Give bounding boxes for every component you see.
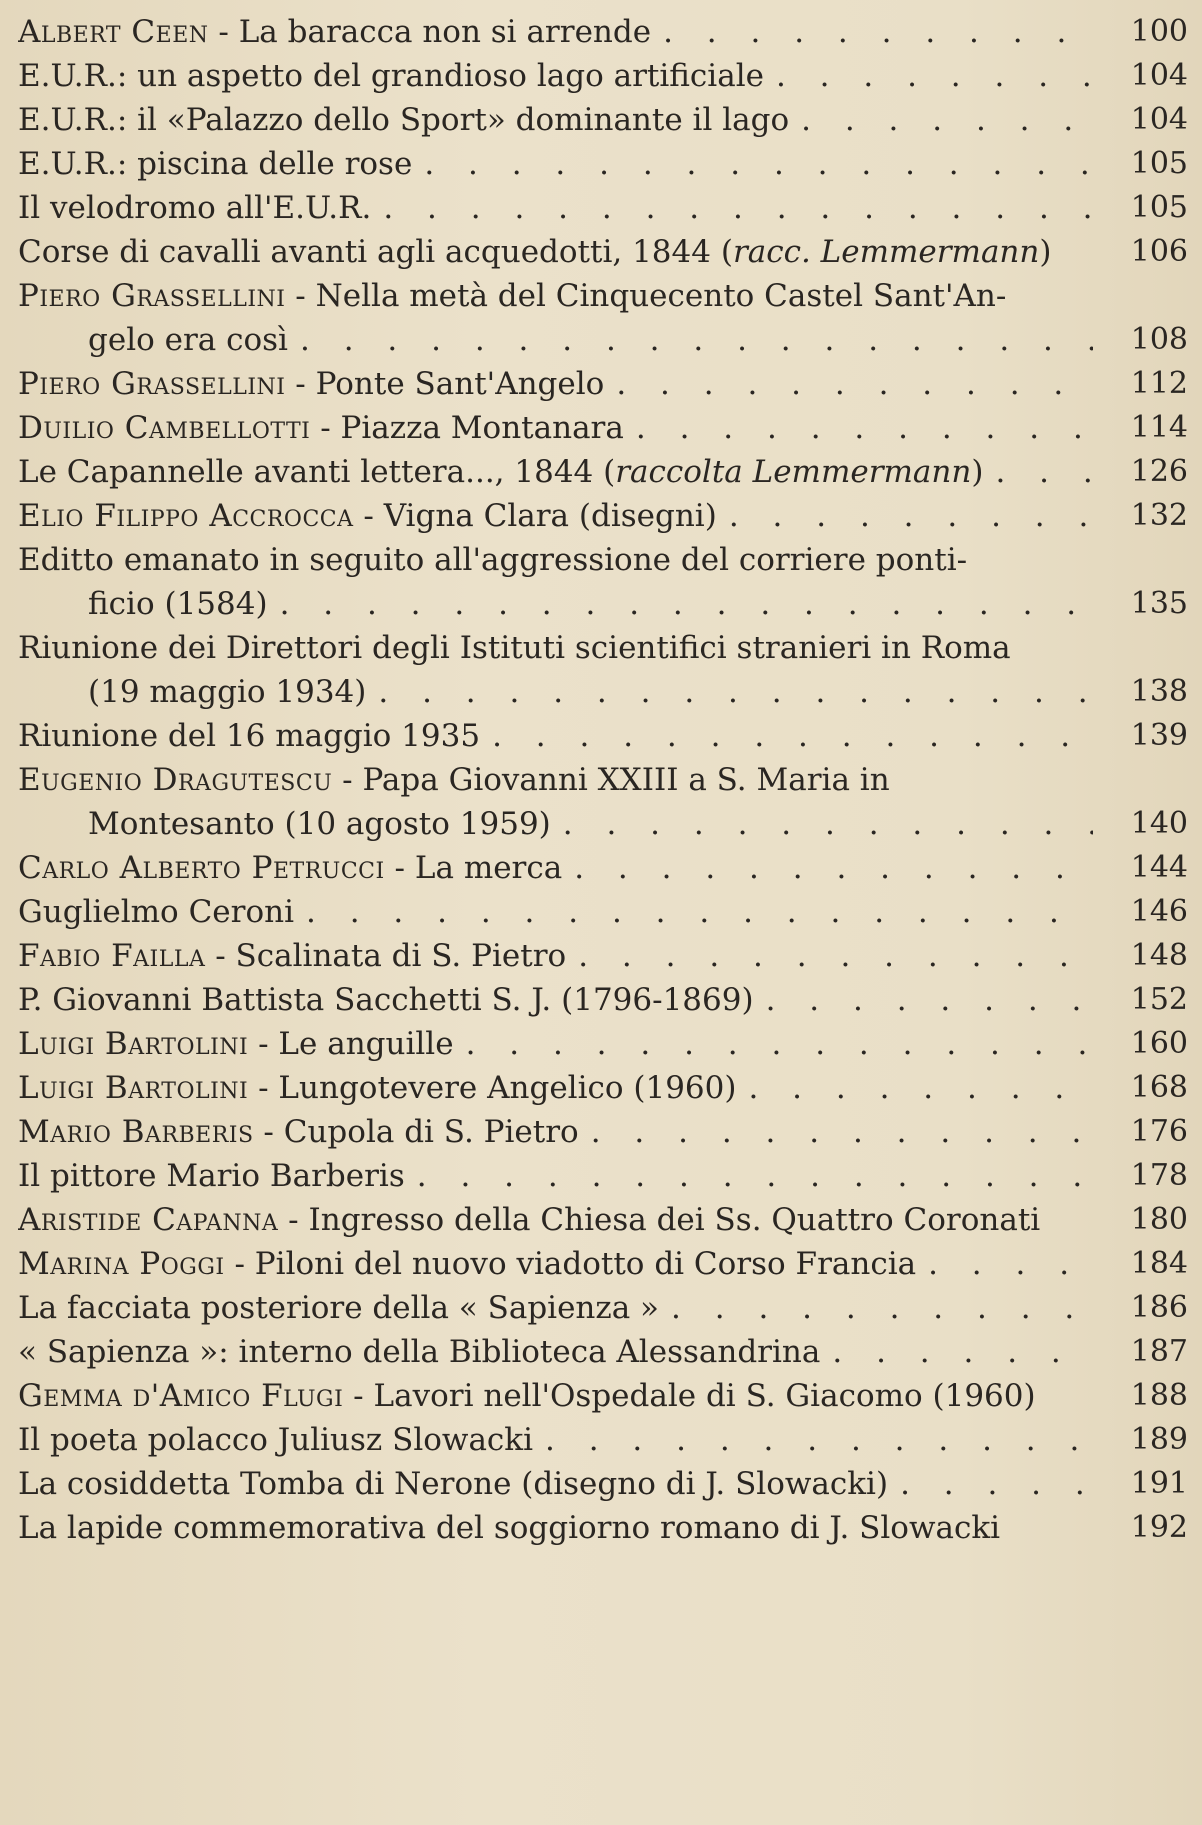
toc-entry-line <box>18 142 1093 186</box>
toc-entry <box>18 758 1188 846</box>
toc-entry-page-number: 100 <box>1130 14 1188 49</box>
toc-entry-title: Piazza Montanara <box>340 410 624 446</box>
toc-entry-text <box>18 1286 659 1330</box>
toc-entry-page-number: 112 <box>1130 366 1188 401</box>
leader-dots <box>371 186 1093 230</box>
toc-entry-title: Nella metà del Cinquecento Castel Sant'An- <box>315 278 1007 314</box>
toc-entry <box>18 1374 1188 1418</box>
toc-entry-text <box>18 934 566 978</box>
toc-entry-separator: - <box>332 762 363 798</box>
toc-entry-page-number: 168 <box>1130 1070 1188 1105</box>
toc-entry-line <box>18 1506 1093 1550</box>
toc-entry-author: Piero Grassellini <box>18 366 286 402</box>
toc-entry-page-number: 192 <box>1130 1510 1188 1545</box>
toc-entry <box>18 1066 1188 1110</box>
leader-dots <box>405 1154 1093 1198</box>
toc-entry-title: Papa Giovanni XXIII a S. Maria in <box>362 762 890 798</box>
toc-entry-line <box>18 890 1093 934</box>
toc-entry-text <box>18 406 624 450</box>
toc-entry-continuation <box>18 318 1093 362</box>
toc-entry-line <box>18 54 1093 98</box>
toc-entry-page-number: 144 <box>1130 850 1188 885</box>
toc-entry-text <box>18 362 604 406</box>
toc-entry <box>18 934 1188 978</box>
toc-entry-page-number: 191 <box>1130 1466 1188 1501</box>
toc-entry-title: E.U.R.: piscina delle rose <box>18 146 413 182</box>
toc-entry <box>18 1286 1188 1330</box>
toc-entry-title-continued: gelo era così <box>88 322 288 358</box>
toc-entry-line <box>18 538 1093 582</box>
toc-entry-text <box>18 626 1011 670</box>
toc-entry <box>18 406 1188 450</box>
toc-entry-page-number: 187 <box>1130 1334 1188 1369</box>
toc-entry-separator: - <box>208 14 239 50</box>
toc-entry-line <box>18 758 1093 802</box>
toc-entry-title: La merca <box>414 850 563 886</box>
toc-entry-page-number: 189 <box>1130 1422 1188 1457</box>
toc-entry-text <box>18 714 480 758</box>
toc-entry-page-number: 104 <box>1130 102 1188 137</box>
toc-entry-line <box>18 1418 1093 1462</box>
toc-entry-line <box>18 274 1093 318</box>
toc-entry-separator: - <box>343 1378 374 1414</box>
toc-entry-page-number: 108 <box>1130 322 1188 357</box>
leader-dots <box>288 318 1093 362</box>
leader-dots <box>562 846 1093 890</box>
toc-entry-title: Corse di cavalli avanti agli acquedotti, 1844 ( <box>18 234 733 270</box>
toc-entry-text <box>18 10 651 54</box>
toc-entry-title: Le Capannelle avanti lettera..., 1844 ( <box>18 454 616 490</box>
toc-entry <box>18 714 1188 758</box>
toc-entry-line <box>18 1066 1093 1110</box>
toc-entry <box>18 274 1188 362</box>
toc-entry-line <box>18 406 1093 450</box>
toc-entry-author: Fabio Failla <box>18 938 206 974</box>
toc-entry-page-number: 132 <box>1130 498 1188 533</box>
toc-entry-separator: - <box>278 1202 309 1238</box>
toc-entry-separator: - <box>248 1026 279 1062</box>
toc-entry-title: Scalinata di S. Pietro <box>235 938 567 974</box>
toc-entry-line <box>18 934 1093 978</box>
toc-entry-title: Lavori nell'Ospedale di S. Giacomo (1960) <box>373 1378 1036 1414</box>
toc-entry-title: La lapide commemorativa del soggiorno romano di J. Slowacki <box>18 1510 1001 1546</box>
toc-entry-text <box>18 890 294 934</box>
leader-dots <box>916 1242 1093 1286</box>
toc-entry-line <box>18 1374 1093 1418</box>
toc-entry-author: Piero Grassellini <box>18 278 286 314</box>
toc-entry-title: Il pittore Mario Barberis <box>18 1158 405 1194</box>
toc-entry-title-continued: Montesanto (10 agosto 1959) <box>88 806 551 842</box>
toc-entry-page-number: 114 <box>1130 410 1188 445</box>
leader-dots <box>412 142 1093 186</box>
toc-entry-separator: - <box>205 938 236 974</box>
toc-entry <box>18 10 1188 54</box>
toc-entry-page-number: 160 <box>1130 1026 1188 1061</box>
toc-entry-title: Il poeta polacco Juliusz Slowacki <box>18 1422 533 1458</box>
toc-entry-page-number: 178 <box>1130 1158 1188 1193</box>
leader-dots <box>551 802 1093 846</box>
toc-entry <box>18 1022 1188 1066</box>
toc-entry-text <box>18 1198 1040 1242</box>
leader-dots <box>454 1022 1093 1066</box>
toc-entry-text <box>18 1154 405 1198</box>
toc-entry-separator: - <box>224 1246 255 1282</box>
toc-entry-separator: - <box>248 1070 279 1106</box>
toc-entry-line <box>18 10 1093 54</box>
toc-entry-page-number: 152 <box>1130 982 1188 1017</box>
toc-entry-author: Marina Poggi <box>18 1246 225 1282</box>
toc-entry-author: Aristide Capanna <box>18 1202 279 1238</box>
toc-entry-text <box>18 1462 888 1506</box>
toc-entry <box>18 1154 1188 1198</box>
toc-entry-line <box>18 230 1093 274</box>
toc-entry-text <box>18 1110 579 1154</box>
toc-entry-line <box>18 1022 1093 1066</box>
toc-entry-title: Il velodromo all'E.U.R. <box>18 190 372 226</box>
toc-entry-page-number: 138 <box>1130 674 1188 709</box>
toc-entry-collection: raccolta Lemmermann <box>615 454 972 490</box>
toc-entry-separator: - <box>285 278 316 314</box>
toc-entry-title: Piloni del nuovo viadotto di Corso Francia <box>254 1246 917 1282</box>
toc-entry-separator: - <box>310 410 341 446</box>
toc-entry <box>18 846 1188 890</box>
toc-entry <box>18 1242 1188 1286</box>
toc-entry-line <box>18 494 1093 538</box>
toc-entry-text <box>18 230 1051 274</box>
toc-entry-page-number: 135 <box>1130 586 1188 621</box>
toc-entry-line <box>18 1154 1093 1198</box>
toc-entry-title: Ponte Sant'Angelo <box>315 366 605 402</box>
toc-entry-line <box>18 626 1093 670</box>
toc-entry-closing-paren: ) <box>971 454 984 490</box>
leader-dots <box>294 890 1093 934</box>
toc-entry <box>18 1110 1188 1154</box>
toc-entry-title: Editto emanato in seguito all'aggressione del corriere ponti- <box>18 542 968 578</box>
leader-dots <box>366 670 1093 714</box>
toc-entry-continuation <box>18 802 1093 846</box>
toc-entry-continuation <box>18 670 1093 714</box>
toc-entry-line <box>18 1462 1093 1506</box>
toc-entry-text <box>18 274 1006 318</box>
toc-entry-title: « Sapienza »: interno della Biblioteca Alessandrina <box>18 1334 821 1370</box>
toc-entry-text <box>18 1330 820 1374</box>
toc-entry-line <box>18 1330 1093 1374</box>
toc-entry-line <box>18 186 1093 230</box>
leader-dots <box>566 934 1093 978</box>
toc-entry-separator: - <box>285 366 316 402</box>
toc-entry-text <box>18 450 983 494</box>
toc-entry-collection: racc. Lemmermann <box>732 234 1040 270</box>
toc-entry-line <box>18 1242 1093 1286</box>
toc-entry <box>18 494 1188 538</box>
toc-entry-text <box>18 538 967 582</box>
leader-dots <box>764 54 1093 98</box>
toc-entry-author: Gemma d'Amico Flugi <box>18 1378 344 1414</box>
table-of-contents <box>18 10 1188 1550</box>
toc-entry-text <box>18 142 412 186</box>
toc-entry-author: Elio Filippo Accrocca <box>18 498 354 534</box>
toc-entry-page-number: 140 <box>1130 806 1188 841</box>
toc-entry-author: Duilio Cambellotti <box>18 410 311 446</box>
toc-entry-line <box>18 978 1093 1022</box>
toc-entry <box>18 1418 1188 1462</box>
toc-entry <box>18 1506 1188 1550</box>
leader-dots <box>480 714 1093 758</box>
toc-entry-title: Lungotevere Angelico (1960) <box>278 1070 737 1106</box>
toc-entry-author: Carlo Alberto Petrucci <box>18 850 385 886</box>
toc-entry-title: Cupola di S. Pietro <box>283 1114 579 1150</box>
toc-entry-line <box>18 1110 1093 1154</box>
toc-entry <box>18 1330 1188 1374</box>
toc-entry <box>18 890 1188 934</box>
toc-entry-page-number: 105 <box>1130 146 1188 181</box>
leader-dots <box>651 10 1093 54</box>
toc-entry-author: Albert Ceen <box>18 14 209 50</box>
toc-entry-text <box>18 846 562 890</box>
leader-dots <box>888 1462 1093 1506</box>
toc-entry-page-number: 188 <box>1130 1378 1188 1413</box>
toc-entry <box>18 362 1188 406</box>
toc-entry-text <box>18 1066 736 1110</box>
toc-entry-page-number: 148 <box>1130 938 1188 973</box>
toc-entry-title: Guglielmo Ceroni <box>18 894 295 930</box>
toc-entry-continuation <box>18 582 1093 626</box>
toc-entry-separator: - <box>353 498 384 534</box>
toc-entry-text <box>18 1022 454 1066</box>
toc-entry-title: La facciata posteriore della « Sapienza » <box>18 1290 660 1326</box>
toc-entry-title: Ingresso della Chiesa dei Ss. Quattro Coronati <box>308 1202 1041 1238</box>
toc-entry-author: Eugenio Dragutescu <box>18 762 333 798</box>
toc-entry-text <box>18 1418 533 1462</box>
toc-entry <box>18 450 1188 494</box>
leader-dots <box>754 978 1093 1022</box>
toc-entry-separator: - <box>253 1114 284 1150</box>
leader-dots <box>717 494 1093 538</box>
toc-entry-author: Mario Barberis <box>18 1114 254 1150</box>
toc-entry-text <box>18 98 789 142</box>
toc-entry <box>18 1462 1188 1506</box>
toc-entry <box>18 1198 1188 1242</box>
toc-entry-page-number: 104 <box>1130 58 1188 93</box>
leader-dots <box>659 1286 1093 1330</box>
toc-entry-page-number: 105 <box>1130 190 1188 225</box>
toc-entry-title: Vigna Clara (disegni) <box>383 498 717 534</box>
toc-entry-text <box>18 1374 1036 1418</box>
leader-dots <box>983 450 1093 494</box>
toc-entry-title: La baracca non si arrende <box>238 14 652 50</box>
toc-entry <box>18 98 1188 142</box>
toc-entry-line <box>18 98 1093 142</box>
toc-entry-line <box>18 450 1093 494</box>
toc-entry-title-continued: ficio (1584) <box>88 586 268 622</box>
toc-entry-text <box>18 1242 916 1286</box>
toc-entry <box>18 54 1188 98</box>
toc-entry-author: Luigi Bartolini <box>18 1026 249 1062</box>
toc-entry <box>18 142 1188 186</box>
toc-entry-page-number: 106 <box>1130 234 1188 269</box>
toc-entry-page-number: 139 <box>1130 718 1188 753</box>
toc-entry-title: Le anguille <box>278 1026 454 1062</box>
toc-entry-line <box>18 1286 1093 1330</box>
toc-entry-title: E.U.R.: un aspetto del grandioso lago artificiale <box>18 58 764 94</box>
toc-entry-title-continued: (19 maggio 1934) <box>88 674 367 710</box>
leader-dots <box>533 1418 1093 1462</box>
toc-entry-text <box>18 758 890 802</box>
leader-dots <box>789 98 1093 142</box>
toc-entry-line <box>18 362 1093 406</box>
leader-dots <box>579 1110 1093 1154</box>
leader-dots <box>820 1330 1093 1374</box>
toc-entry-author: Luigi Bartolini <box>18 1070 249 1106</box>
toc-entry-line <box>18 1198 1093 1242</box>
toc-entry-text <box>18 1506 1000 1550</box>
toc-entry-page-number: 180 <box>1130 1202 1188 1237</box>
toc-entry-line <box>18 714 1093 758</box>
toc-entry-text <box>18 978 754 1022</box>
toc-entry-title: Riunione dei Direttori degli Istituti scientifici stranieri in Roma <box>18 630 1011 666</box>
toc-entry-page-number: 126 <box>1130 454 1188 489</box>
toc-entry-title: Riunione del 16 maggio 1935 <box>18 718 481 754</box>
toc-entry <box>18 186 1188 230</box>
leader-dots <box>624 406 1093 450</box>
toc-entry-page-number: 186 <box>1130 1290 1188 1325</box>
toc-entry-text <box>18 494 717 538</box>
toc-entry-title: La cosiddetta Tomba di Nerone (disegno di J. Slowacki) <box>18 1466 889 1502</box>
toc-entry-page-number: 146 <box>1130 894 1188 929</box>
toc-entry-page-number: 184 <box>1130 1246 1188 1281</box>
toc-entry <box>18 978 1188 1022</box>
toc-entry-title: P. Giovanni Battista Sacchetti S. J. (1796-1869) <box>18 982 754 1018</box>
toc-entry-page-number: 176 <box>1130 1114 1188 1149</box>
leader-dots <box>604 362 1093 406</box>
toc-entry-line <box>18 846 1093 890</box>
toc-entry-closing-paren: ) <box>1039 234 1052 270</box>
leader-dots <box>736 1066 1093 1110</box>
leader-dots <box>268 582 1093 626</box>
toc-entry <box>18 538 1188 626</box>
toc-entry-title: E.U.R.: il «Palazzo dello Sport» dominante il lago <box>18 102 790 138</box>
toc-entry-text <box>18 186 371 230</box>
toc-entry-text <box>18 54 764 98</box>
toc-entry-separator: - <box>384 850 415 886</box>
toc-entry <box>18 626 1188 714</box>
toc-entry <box>18 230 1188 274</box>
